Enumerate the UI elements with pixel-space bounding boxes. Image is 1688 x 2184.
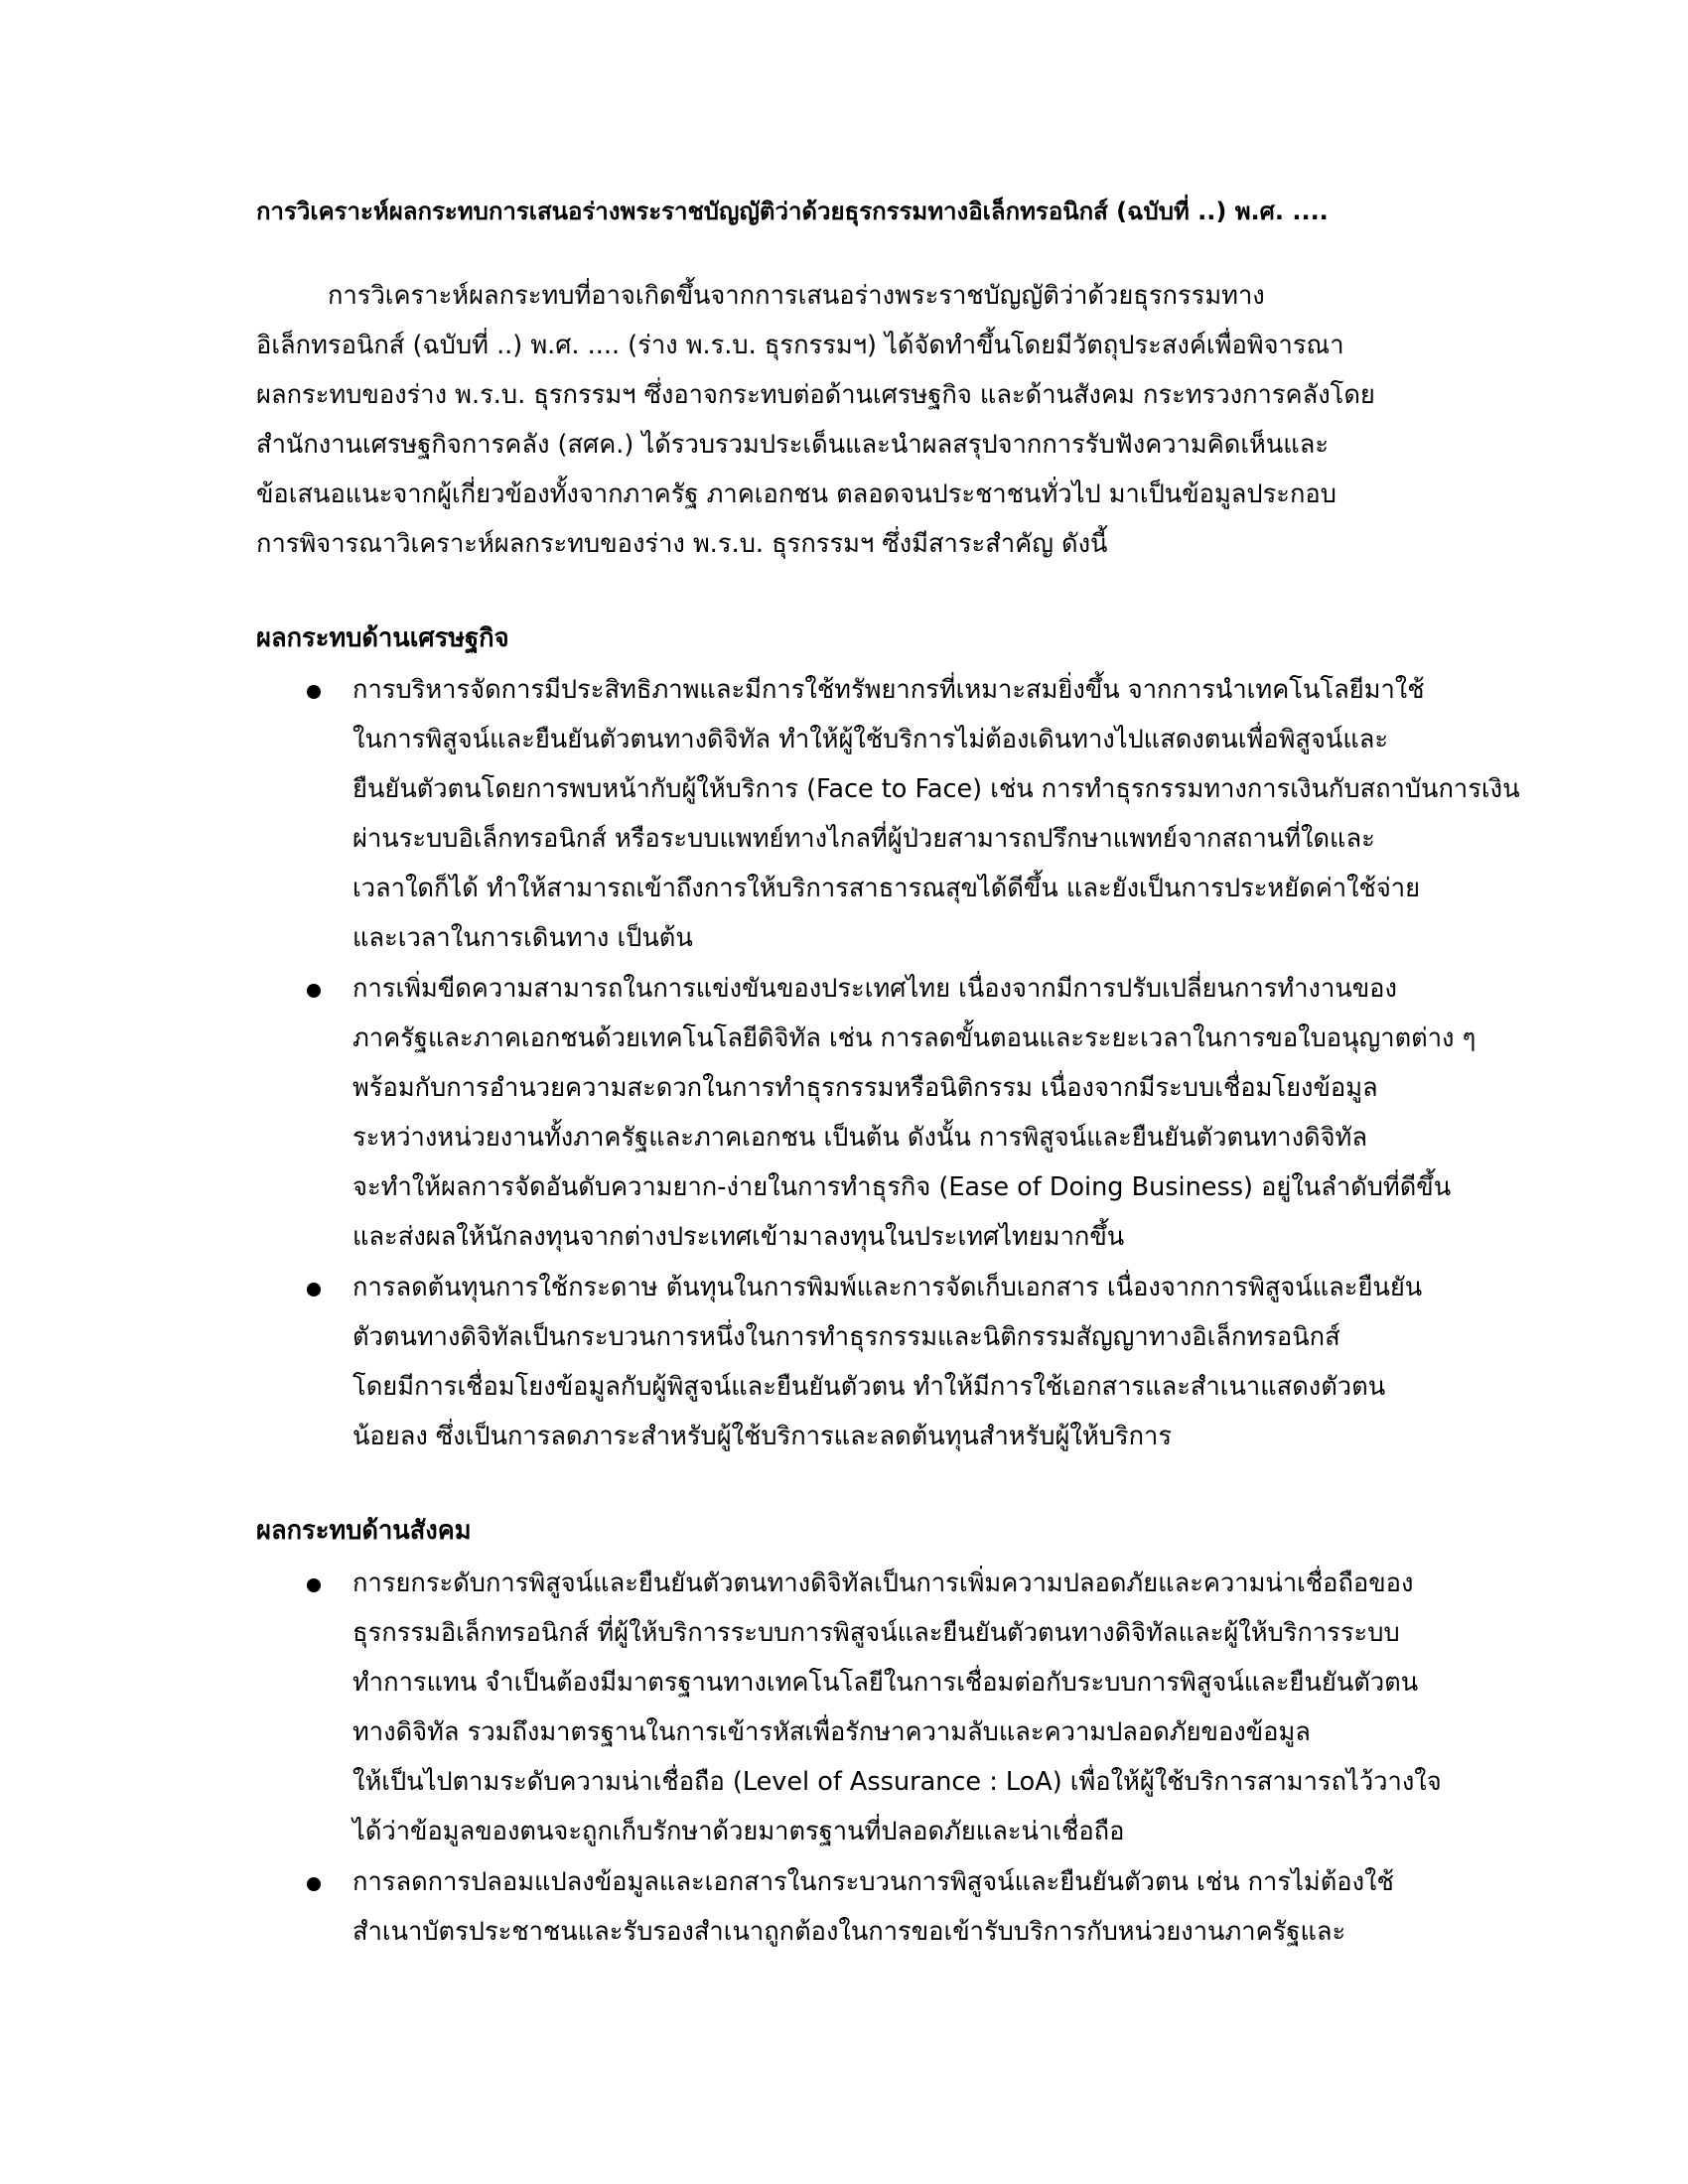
bullet-line: การบริหารจัดการมีประสิทธิภาพและมีการใช้ทรัพยากรที่เหมาะสมยิ่งขึ้น จากการนำเทคโนโลยีมาใช้ xyxy=(352,675,1425,705)
bullet-line: ตัวตนทางดิจิทัลเป็นกระบวนการหนึ่งในการทำธุรกรรมและนิติกรรมสัญญาทางอิเล็กทรอนิกส์ xyxy=(352,1322,1340,1352)
bullet-line: ยืนยันตัวตนโดยการพบหน้ากับผู้ให้บริการ (Face to Face) เช่น การทำธุรกรรมทางการเงินกับสถาบันการเงิน xyxy=(352,774,1520,804)
bullet-icon xyxy=(307,984,321,998)
bullet-line: สำเนาบัตรประชาชนและรับรองสำเนาถูกต้องในการขอเข้ารับบริการกับหน่วยงานภาครัฐและ xyxy=(352,1917,1346,1947)
section-heading-economic: ผลกระทบด้านเศรษฐกิจ xyxy=(256,623,509,653)
bullet-icon xyxy=(307,1877,321,1891)
document-title: การวิเคราะห์ผลกระทบการเสนอร่างพระราชบัญญัติว่าด้วยธุรกรรมทางอิเล็กทรอนิกส์ (ฉบับที่ ..) พ.ศ. .... xyxy=(256,198,1329,225)
section-heading-social: ผลกระทบด้านสังคม xyxy=(256,1516,472,1546)
intro-line: สำนักงานเศรษฐกิจการคลัง (สศค.) ได้รวบรวมประเด็นและนำผลสรุปจากการรับฟังความคิดเห็นและ xyxy=(256,430,1330,460)
bullet-line: การยกระดับการพิสูจน์และยืนยันตัวตนทางดิจิทัลเป็นการเพิ่มความปลอดภัยและความน่าเชื่อถือของ xyxy=(352,1569,1414,1598)
bullet-line: ในการพิสูจน์และยืนยันตัวตนทางดิจิทัล ทำให้ผู้ใช้บริการไม่ต้องเดินทางไปแสดงตนเพื่อพิสูจน์และ xyxy=(352,725,1389,754)
bullet-line: พร้อมกับการอำนวยความสะดวกในการทำธุรกรรมหรือนิติกรรม เนื่องจากมีระบบเชื่อมโยงข้อมูล xyxy=(352,1073,1378,1103)
bullet-line: การลดการปลอมแปลงข้อมูลและเอกสารในกระบวนการพิสูจน์และยืนยันตัวตน เช่น การไม่ต้องใช้ xyxy=(352,1867,1394,1897)
bullet-line: ระหว่างหน่วยงานทั้งภาครัฐและภาคเอกชน เป็นต้น ดังนั้น การพิสูจน์และยืนยันตัวตนทางดิจิทัล xyxy=(352,1123,1367,1153)
bullet-line: จะทำให้ผลการจัดอันดับความยาก-ง่ายในการทำธุรกิจ (Ease of Doing Business) อยู่ในลำดับที่ดีขึ้น xyxy=(352,1172,1452,1202)
bullet-line: ให้เป็นไปตามระดับความน่าเชื่อถือ (Level of Assurance : LoA) เพื่อให้ผู้ใช้บริการสามารถไว้วางใจ xyxy=(352,1767,1442,1797)
intro-line: การวิเคราะห์ผลกระทบที่อาจเกิดขึ้นจากการเสนอร่างพระราชบัญญัติว่าด้วยธุรกรรมทาง xyxy=(328,281,1265,311)
bullet-icon xyxy=(307,1283,321,1297)
bullet-icon xyxy=(307,1578,321,1592)
bullet-line: ทางดิจิทัล รวมถึงมาตรฐานในการเข้ารหัสเพื่อรักษาความลับและความปลอดภัยของข้อมูล xyxy=(352,1717,1311,1747)
bullet-icon xyxy=(307,685,321,699)
bullet-line: เวลาใดก็ได้ ทำให้สามารถเข้าถึงการให้บริการสาธารณสุขได้ดีขึ้น และยังเป็นการประหยัดค่าใช้จ่าย xyxy=(352,874,1421,903)
intro-line: การพิจารณาวิเคราะห์ผลกระทบของร่าง พ.ร.บ. ธุรกรรมฯ ซึ่งมีสาระสำคัญ ดังนี้ xyxy=(256,529,1108,559)
bullet-line: ได้ว่าข้อมูลของตนจะถูกเก็บรักษาด้วยมาตรฐานที่ปลอดภัยและน่าเชื่อถือ xyxy=(352,1817,1125,1846)
bullet-line: โดยมีการเชื่อมโยงข้อมูลกับผู้พิสูจน์และยืนยันตัวตน ทำให้มีการใช้เอกสารและสำเนาแสดงตัวตน xyxy=(352,1372,1386,1402)
bullet-line: ภาครัฐและภาคเอกชนด้วยเทคโนโลยีดิจิทัล เช่น การลดขั้นตอนและระยะเวลาในการขอใบอนุญาตต่าง ๆ xyxy=(352,1024,1477,1053)
bullet-line: ผ่านระบบอิเล็กทรอนิกส์ หรือระบบแพทย์ทางไกลที่ผู้ป่วยสามารถปรึกษาแพทย์จากสถานที่ใดและ xyxy=(352,824,1375,854)
bullet-line: น้อยลง ซึ่งเป็นการลดภาระสำหรับผู้ใช้บริการและลดต้นทุนสำหรับผู้ให้บริการ xyxy=(352,1422,1173,1451)
bullet-line: และเวลาในการเดินทาง เป็นต้น xyxy=(352,923,693,953)
bullet-line: ทำการแทน จำเป็นต้องมีมาตรฐานทางเทคโนโลยีในการเชื่อมต่อกับระบบการพิสูจน์และยืนยันตัวตน xyxy=(352,1668,1419,1698)
bullet-line: และส่งผลให้นักลงทุนจากต่างประเทศเข้ามาลงทุนในประเทศไทยมากขึ้น xyxy=(352,1222,1125,1252)
bullet-line: การลดต้นทุนการใช้กระดาษ ต้นทุนในการพิมพ์และการจัดเก็บเอกสาร เนื่องจากการพิสูจน์และยืนยัน xyxy=(352,1273,1423,1302)
bullet-line: การเพิ่มขีดความสามารถในการแข่งขันของประเทศไทย เนื่องจากมีการปรับเปลี่ยนการทำงานของ xyxy=(352,974,1397,1004)
bullet-line: ธุรกรรมอิเล็กทรอนิกส์ ที่ผู้ให้บริการระบบการพิสูจน์และยืนยันตัวตนทางดิจิทัลและผู้ให้บริการระบบ xyxy=(352,1618,1400,1648)
intro-line: อิเล็กทรอนิกส์ (ฉบับที่ ..) พ.ศ. .... (ร่าง พ.ร.บ. ธุรกรรมฯ) ได้จัดทำขึ้นโดยมีวัตถุประสงค์เพื่อพิจารณา xyxy=(256,331,1344,360)
intro-line: ผลกระทบของร่าง พ.ร.บ. ธุรกรรมฯ ซึ่งอาจกระทบต่อด้านเศรษฐกิจ และด้านสังคม กระทรวงการคลังโดย xyxy=(256,380,1375,410)
intro-line: ข้อเสนอแนะจากผู้เกี่ยวข้องทั้งจากภาครัฐ ภาคเอกชน ตลอดจนประชาชนทั่วไป มาเป็นข้อมูลประกอบ xyxy=(256,479,1336,509)
